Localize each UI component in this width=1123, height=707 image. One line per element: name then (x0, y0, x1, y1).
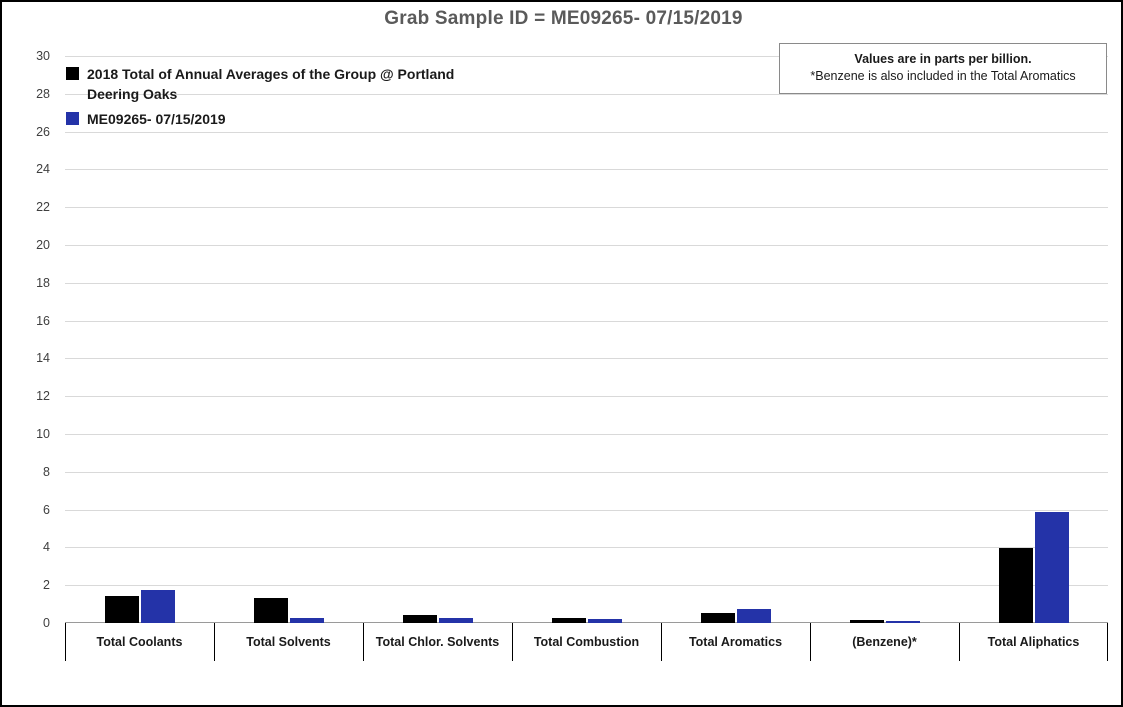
category-label: Total Solvents (246, 635, 331, 649)
category-label: Total Combustion (533, 635, 640, 649)
bar-1 (1035, 512, 1069, 623)
category-label: Total Aromatics (688, 635, 783, 649)
y-axis-tick-label: 0 (43, 616, 50, 630)
category-separator-end (65, 623, 66, 661)
note-line-benzene: *Benzene is also included in the Total Aromatics (810, 69, 1076, 83)
bar-0 (701, 613, 735, 623)
gridline (65, 396, 1108, 397)
note-box (779, 43, 1107, 94)
category-axis (65, 623, 1108, 669)
y-axis-tick-label: 2 (43, 578, 50, 593)
category-label: Total Coolants (96, 635, 183, 649)
category-separator (810, 623, 811, 661)
category-separator-end (1107, 623, 1108, 661)
gridline (65, 169, 1108, 170)
plot-area (65, 56, 1108, 623)
y-axis-tick-label: 12 (36, 389, 50, 404)
gridline (65, 245, 1108, 246)
legend-swatch-icon (66, 67, 79, 80)
gridline (65, 434, 1108, 435)
y-axis-tick-label: 14 (36, 351, 50, 366)
chart-title: Grab Sample ID = ME09265- 07/15/2019 (384, 8, 743, 29)
gridline (65, 283, 1108, 284)
chart-legend (66, 64, 536, 133)
bar-0 (403, 615, 437, 623)
category-separator (214, 623, 215, 661)
gridline (65, 358, 1108, 359)
gridline (65, 585, 1108, 586)
legend-item-series-1 (66, 109, 536, 129)
y-axis-tick-label: 20 (36, 238, 50, 252)
y-axis-tick-label: 28 (36, 86, 50, 101)
y-axis-tick-label: 24 (36, 162, 50, 177)
y-axis-tick-label: 22 (36, 200, 50, 215)
gridline (65, 321, 1108, 322)
legend-label: ME09265- 07/15/2019 (87, 110, 226, 127)
y-axis-tick-label: 10 (36, 427, 50, 441)
category-separator (959, 623, 960, 661)
bar-0 (105, 596, 139, 623)
gridline (65, 472, 1108, 473)
gridline (65, 547, 1108, 548)
legend-label: 2018 Total of Annual Averages of the Group @ Portland Deering Oaks (87, 66, 455, 103)
y-axis-tick-label: 16 (36, 313, 50, 328)
y-axis-tick-labels (2, 49, 58, 630)
bar-0 (254, 598, 288, 623)
bar-1 (737, 609, 771, 623)
y-axis-tick-label: 18 (36, 275, 50, 290)
legend-item-series-0 (66, 64, 536, 105)
gridline (65, 510, 1108, 511)
bar-0 (999, 548, 1033, 623)
gridline (65, 207, 1108, 208)
category-separator (661, 623, 662, 661)
y-axis-tick-label: 4 (43, 540, 50, 555)
category-separator (363, 623, 364, 661)
category-label: Total Chlor. Solvents (375, 635, 500, 649)
category-separator (512, 623, 513, 661)
note-line-units: Values are in parts per billion. (854, 52, 1032, 66)
legend-swatch-icon (66, 112, 79, 125)
y-axis-tick-label: 26 (36, 124, 50, 139)
y-axis-tick-label: 8 (43, 464, 50, 479)
category-label: Total Aliphatics (987, 635, 1080, 649)
y-axis-tick-label: 6 (43, 502, 50, 517)
category-label: (Benzene)* (852, 635, 917, 649)
bar-1 (141, 590, 175, 623)
y-axis-tick-label: 30 (36, 49, 50, 63)
